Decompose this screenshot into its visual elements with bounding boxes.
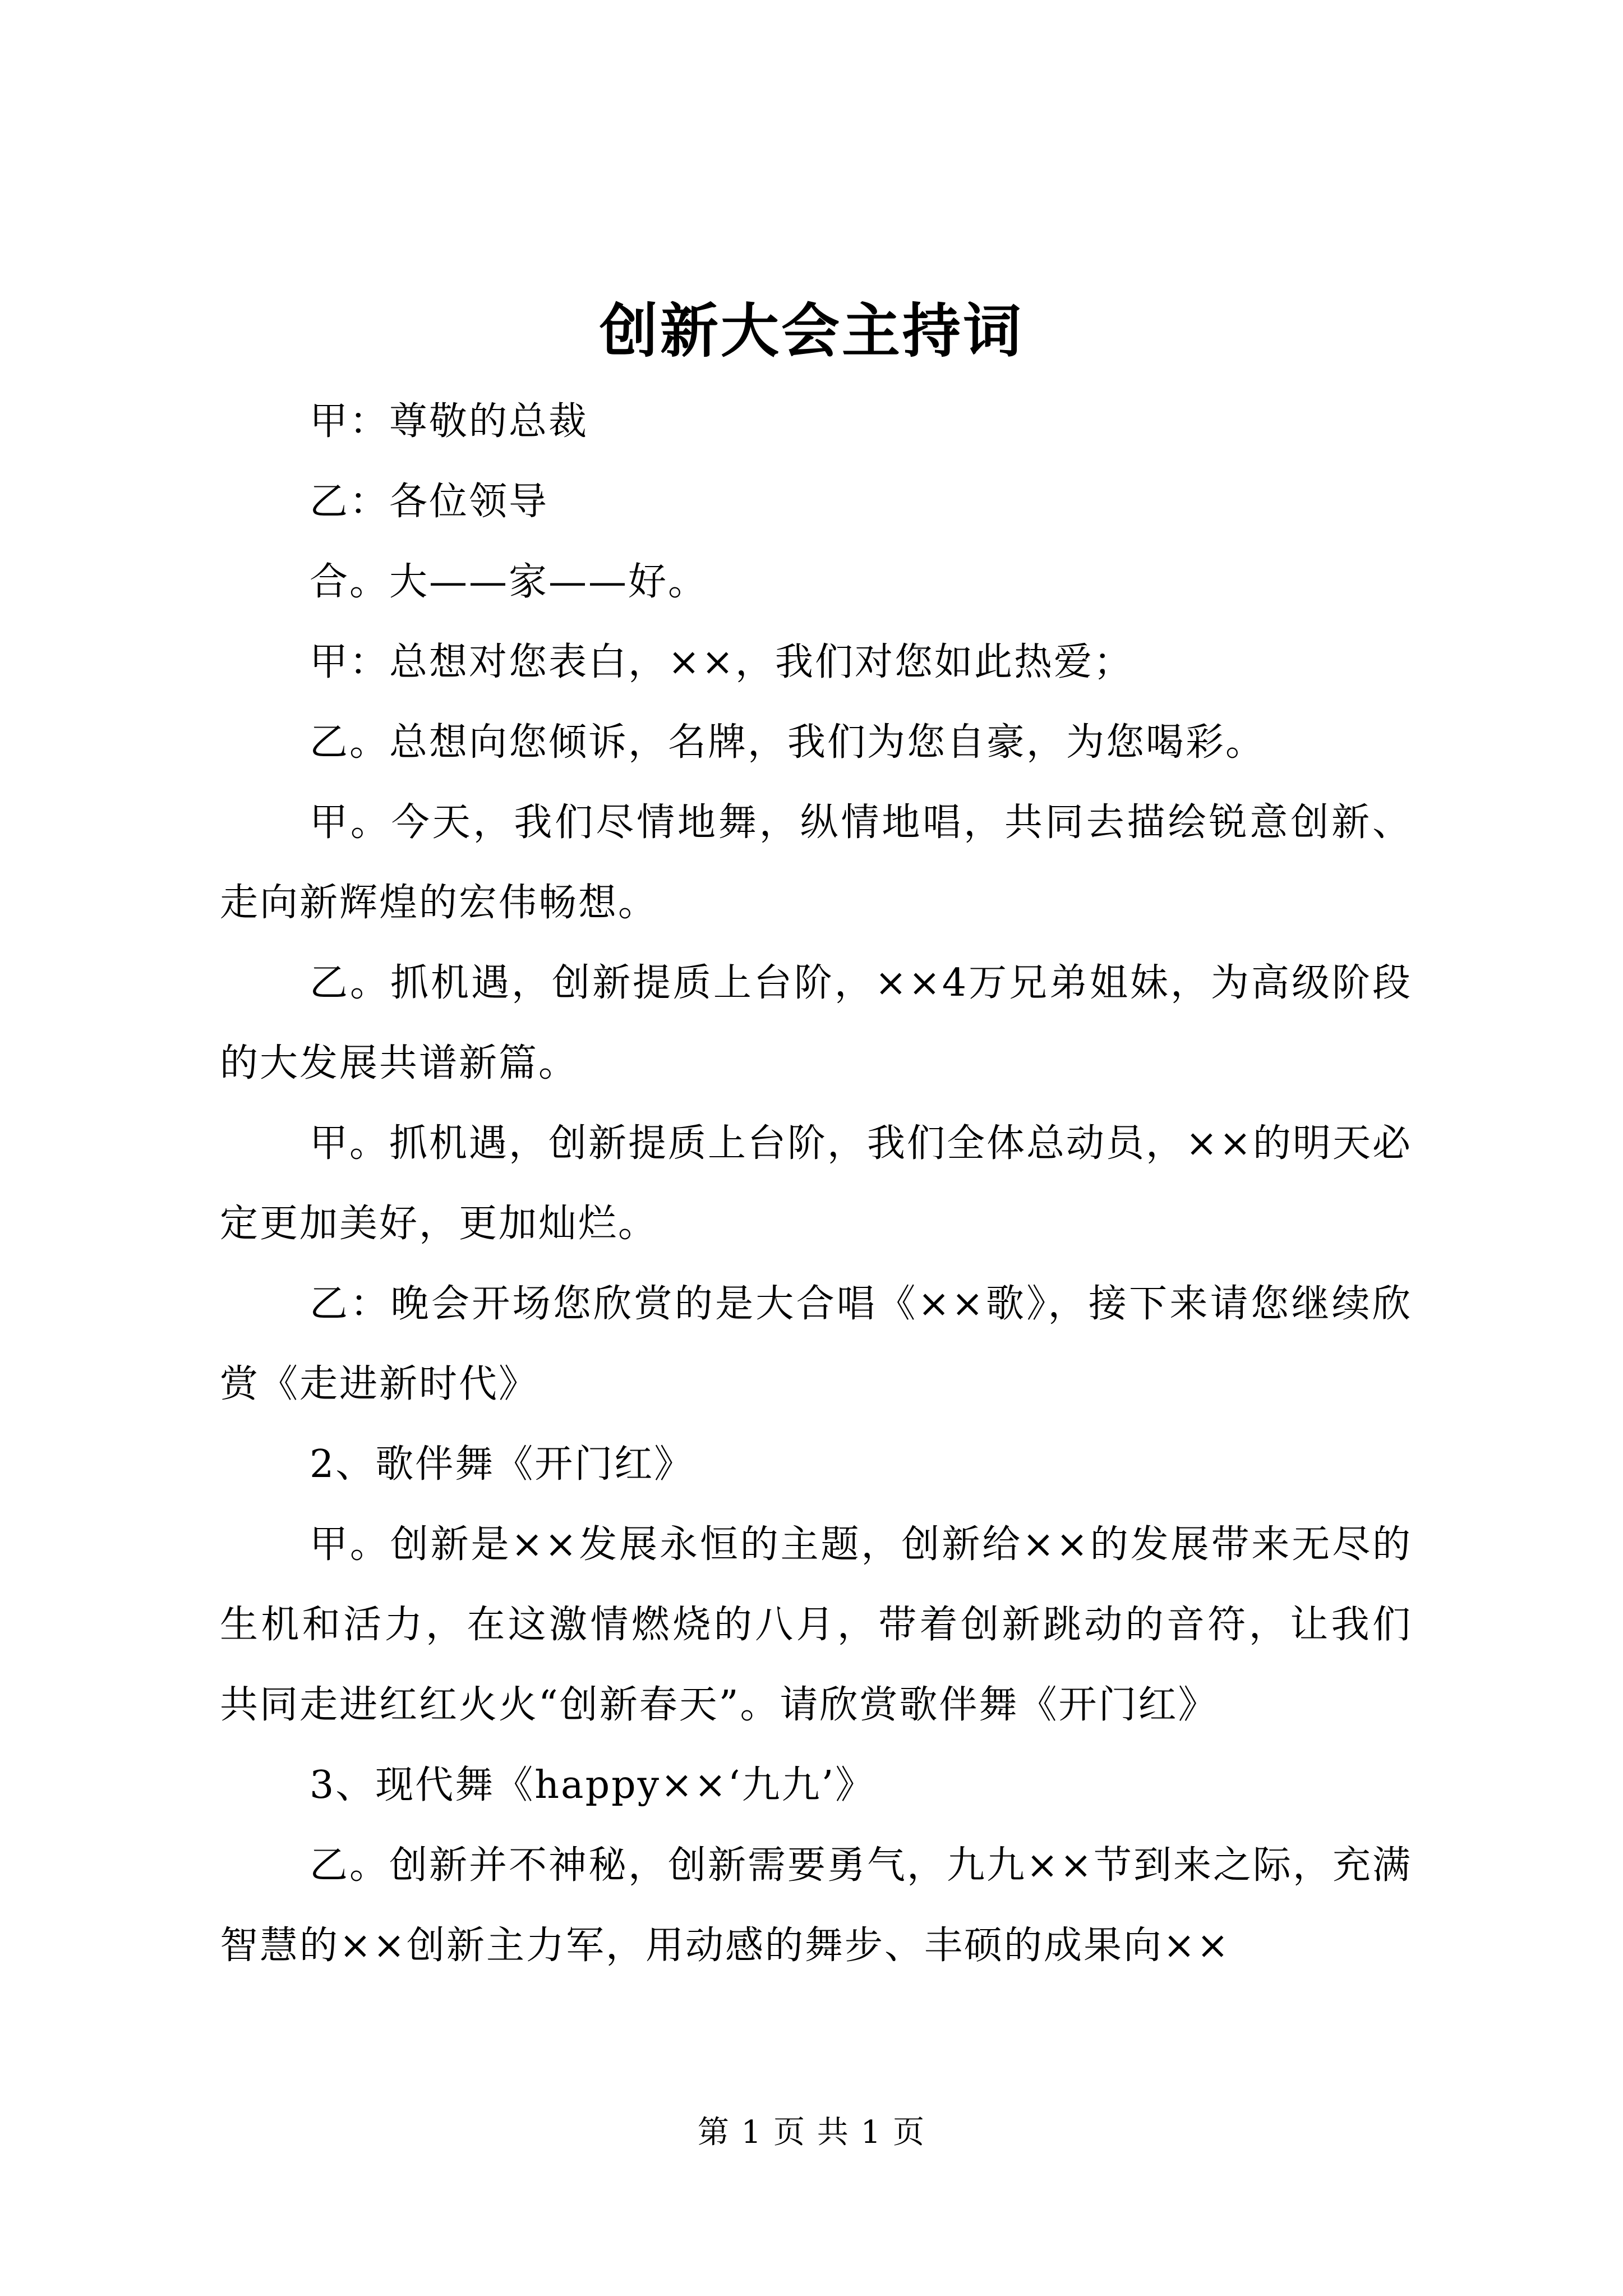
paragraph: 甲：总想对您表白，××，我们对您如此热爱； xyxy=(310,640,1133,684)
paragraph: 乙。抓机遇，创新提质上台阶，××4万兄弟姐妹，为高级阶段的大发展共谱新篇。 xyxy=(220,961,1412,1085)
paragraph: 甲：尊敬的总裁 xyxy=(310,399,589,444)
paragraph: 甲。今天，我们尽情地舞，纵情地唱，共同去描绘锐意创新、走向新辉煌的宏伟畅想。 xyxy=(220,800,1412,925)
document-body xyxy=(220,381,1412,1986)
paragraph: 2、歌伴舞《开门红》 xyxy=(310,1442,694,1487)
paragraph: 乙。总想向您倾诉，名牌，我们为您自豪，为您喝彩。 xyxy=(310,720,1266,765)
paragraph: 甲。创新是××发展永恒的主题，创新给××的发展带来无尽的生机和活力，在这激情燃烧的八月，带着创新跳动的音符，让我们共同走进红红火火“创新春天”。请欣赏歌伴舞《开门红》 xyxy=(220,1522,1412,1727)
paragraph: 3、现代舞《happy××‘九九’》 xyxy=(310,1763,875,1807)
paragraph: 甲。抓机遇，创新提质上台阶，我们全体总动员，××的明天必定更加美好，更加灿烂。 xyxy=(220,1121,1412,1246)
paragraph: 合。大——家——好。 xyxy=(310,560,708,604)
paragraph: 乙。创新并不神秘，创新需要勇气，九九××节到来之际，充满智慧的××创新主力军，用动感的舞步、丰硕的成果向×× xyxy=(220,1843,1412,1968)
paragraph: 乙：晚会开场您欣赏的是大合唱《××歌》，接下来请您继续欣赏《走进新时代》 xyxy=(220,1282,1412,1406)
page-footer: 第 1 页 共 1 页 xyxy=(697,2114,926,2151)
document-title: 创新大会主持词 xyxy=(599,296,1023,365)
paragraph: 乙：各位领导 xyxy=(310,480,549,524)
